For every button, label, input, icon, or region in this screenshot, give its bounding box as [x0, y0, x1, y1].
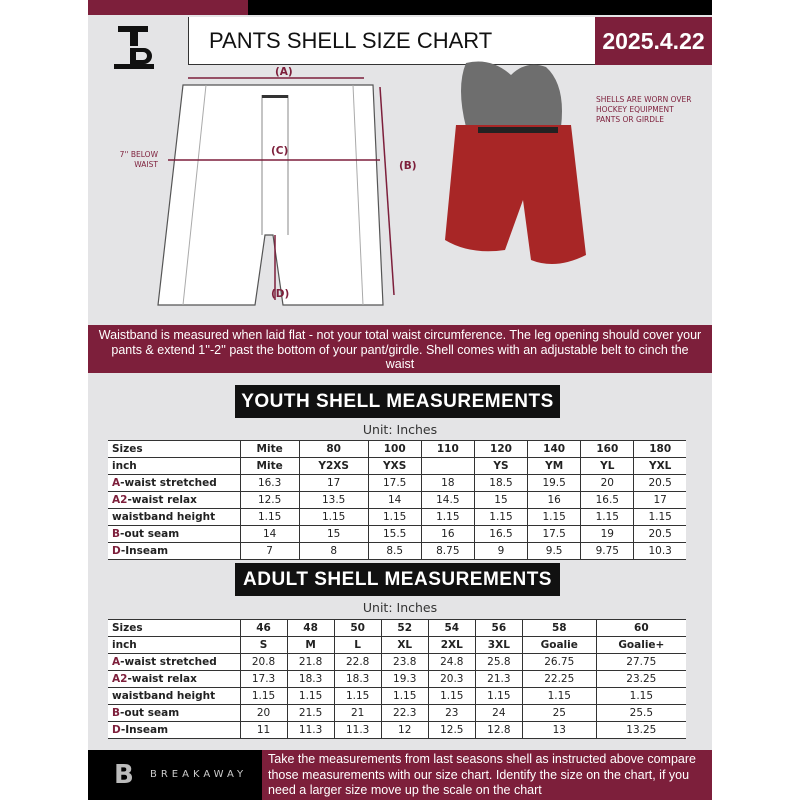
table-cell: 21.3: [475, 671, 522, 688]
table-cell: Goalie: [522, 637, 596, 654]
adult-size-table: [108, 619, 686, 739]
row-label: [108, 492, 240, 509]
table-cell: 25: [522, 705, 596, 722]
table-cell: 8.75: [421, 543, 474, 560]
table-cell: 16: [528, 492, 581, 509]
table-cell: 1.15: [421, 509, 474, 526]
table-cell: 20.8: [240, 654, 287, 671]
table-cell: 140: [528, 441, 581, 458]
measure-key: A: [112, 656, 121, 668]
row-label: [108, 509, 240, 526]
measure-label: -waist stretched: [120, 477, 217, 489]
size-chart-page: [88, 0, 712, 800]
table-cell: 180: [634, 441, 686, 458]
row-label: [108, 543, 240, 560]
row-label: [108, 688, 240, 705]
table-cell: 18: [421, 475, 474, 492]
row-label: [108, 722, 240, 739]
measure-label: inch: [112, 639, 137, 651]
table-cell: 54: [428, 620, 475, 637]
table-cell: 1.15: [287, 688, 334, 705]
table-cell: 1.15: [581, 509, 634, 526]
table-cell: 110: [421, 441, 474, 458]
footer-instructions: Take the measurements from last seasons shell as instructed above compare those measurements with our size chart. Identify the size on the chart, if you need a larger size move up the scale on the chart: [262, 750, 712, 800]
measure-key: A: [112, 477, 121, 489]
table-cell: 15: [299, 526, 368, 543]
table-cell: YL: [581, 458, 634, 475]
table-cell: 1.15: [522, 688, 596, 705]
measure-label: -waist stretched: [120, 656, 217, 668]
table-row: [108, 475, 686, 492]
table-cell: Mite: [240, 458, 299, 475]
table-cell: Y2XS: [299, 458, 368, 475]
table-cell: 46: [240, 620, 287, 637]
table-cell: 18.3: [334, 671, 381, 688]
youth-unit: Unit: Inches: [362, 422, 438, 437]
table-cell: 1.15: [475, 688, 522, 705]
table-cell: L: [334, 637, 381, 654]
top-bar: [248, 0, 712, 15]
table-cell: 13.25: [596, 722, 686, 739]
table-cell: 3XL: [475, 637, 522, 654]
table-cell: 18.5: [474, 475, 527, 492]
table-cell: 52: [381, 620, 428, 637]
top-bar-accent: [88, 0, 248, 15]
measure-label: inch: [112, 460, 137, 472]
table-cell: 1.15: [528, 509, 581, 526]
table-cell: 9: [474, 543, 527, 560]
measure-label: Sizes: [112, 622, 143, 634]
table-cell: 24.8: [428, 654, 475, 671]
table-cell: 48: [287, 620, 334, 637]
measure-key: D: [112, 545, 121, 557]
table-cell: M: [287, 637, 334, 654]
table-cell: 12.5: [428, 722, 475, 739]
table-cell: 12.5: [240, 492, 299, 509]
table-row: [108, 637, 686, 654]
row-label: [108, 654, 240, 671]
table-cell: 20: [240, 705, 287, 722]
table-cell: 23.25: [596, 671, 686, 688]
pants-shell-photo: [438, 55, 588, 295]
table-cell: 12.8: [475, 722, 522, 739]
table-cell: 13.5: [299, 492, 368, 509]
table-cell: 8: [299, 543, 368, 560]
table-cell: 19: [581, 526, 634, 543]
table-cell: 56: [475, 620, 522, 637]
measure-label: waistband height: [112, 511, 216, 523]
row-label: [108, 620, 240, 637]
table-cell: 58: [522, 620, 596, 637]
table-cell: 14.5: [421, 492, 474, 509]
table-cell: YXS: [368, 458, 421, 475]
label-b: (B): [399, 160, 417, 172]
table-cell: 20.3: [428, 671, 475, 688]
measure-label: -out seam: [120, 707, 180, 719]
measure-label: -Inseam: [120, 545, 169, 557]
table-cell: 22.8: [334, 654, 381, 671]
row-label: [108, 458, 240, 475]
table-row: [108, 458, 686, 475]
label-c: (C): [271, 145, 289, 157]
table-cell: 16.3: [240, 475, 299, 492]
table-cell: 100: [368, 441, 421, 458]
table-row: [108, 688, 686, 705]
table-cell: 9.75: [581, 543, 634, 560]
info-banner: Waistband is measured when laid flat - not your total waist circumference. The leg opening should cover your pants & extend 1''-2'' past the bottom of your pant/girdle. Shell comes with an adjustable belt to cinch the waist: [88, 325, 712, 373]
table-cell: [421, 458, 474, 475]
adult-section-title: ADULT SHELL MEASUREMENTS: [235, 563, 560, 596]
table-cell: 10.3: [634, 543, 686, 560]
table-cell: 1.15: [240, 688, 287, 705]
table-row: [108, 654, 686, 671]
table-cell: 24: [475, 705, 522, 722]
table-cell: 50: [334, 620, 381, 637]
table-cell: YM: [528, 458, 581, 475]
row-label: [108, 475, 240, 492]
table-cell: 17.3: [240, 671, 287, 688]
table-cell: 16: [421, 526, 474, 543]
table-cell: 14: [368, 492, 421, 509]
measure-label: Sizes: [112, 443, 143, 455]
table-cell: 22.3: [381, 705, 428, 722]
table-cell: 23.8: [381, 654, 428, 671]
table-cell: 18.3: [287, 671, 334, 688]
table-cell: 120: [474, 441, 527, 458]
date-badge: 2025.4.22: [595, 17, 712, 65]
table-cell: S: [240, 637, 287, 654]
table-cell: 14: [240, 526, 299, 543]
table-row: [108, 671, 686, 688]
table-row: [108, 526, 686, 543]
table-row: [108, 620, 686, 637]
adult-unit: Unit: Inches: [362, 600, 438, 615]
table-cell: Goalie+: [596, 637, 686, 654]
table-cell: 1.15: [240, 509, 299, 526]
table-cell: 1.15: [634, 509, 686, 526]
table-cell: 11.3: [334, 722, 381, 739]
measure-key: D: [112, 724, 121, 736]
table-cell: 19.5: [528, 475, 581, 492]
table-cell: 7: [240, 543, 299, 560]
table-cell: 12: [381, 722, 428, 739]
table-cell: 26.75: [522, 654, 596, 671]
label-a: (A): [275, 66, 293, 78]
table-cell: 11.3: [287, 722, 334, 739]
table-cell: 9.5: [528, 543, 581, 560]
table-cell: 1.15: [474, 509, 527, 526]
table-cell: 20: [581, 475, 634, 492]
table-cell: 23: [428, 705, 475, 722]
table-cell: 11: [240, 722, 287, 739]
table-cell: 19.3: [381, 671, 428, 688]
table-cell: 2XL: [428, 637, 475, 654]
photo-note: SHELLS ARE WORN OVER HOCKEY EQUIPMENT PANTS OR GIRDLE: [596, 95, 692, 124]
row-label: [108, 526, 240, 543]
footer-logo-icon: B: [114, 760, 134, 790]
table-cell: Mite: [240, 441, 299, 458]
measure-key: A2: [112, 494, 128, 506]
table-cell: 20.5: [634, 526, 686, 543]
table-row: [108, 705, 686, 722]
table-cell: 15: [474, 492, 527, 509]
table-cell: 17: [634, 492, 686, 509]
page-title: PANTS SHELL SIZE CHART: [188, 17, 595, 65]
table-cell: YS: [474, 458, 527, 475]
table-cell: 17: [299, 475, 368, 492]
table-row: [108, 722, 686, 739]
table-cell: 21.5: [287, 705, 334, 722]
table-cell: 25.8: [475, 654, 522, 671]
row-label: [108, 705, 240, 722]
table-cell: 1.15: [381, 688, 428, 705]
brand-name: BREAKAWAY: [150, 769, 248, 780]
table-cell: 15.5: [368, 526, 421, 543]
measure-label: -waist relax: [127, 673, 197, 685]
table-cell: 60: [596, 620, 686, 637]
measure-label: -out seam: [120, 528, 180, 540]
table-cell: 16.5: [581, 492, 634, 509]
table-cell: 1.15: [596, 688, 686, 705]
measure-key: A2: [112, 673, 128, 685]
table-cell: XL: [381, 637, 428, 654]
table-cell: 1.15: [334, 688, 381, 705]
measure-key: B: [112, 528, 121, 540]
table-cell: 21: [334, 705, 381, 722]
table-cell: 17.5: [528, 526, 581, 543]
pants-diagram: [148, 65, 428, 310]
label-d: (D): [271, 288, 290, 300]
footer-brand: [88, 750, 262, 800]
table-cell: 25.5: [596, 705, 686, 722]
table-cell: 1.15: [428, 688, 475, 705]
table-cell: 1.15: [299, 509, 368, 526]
row-label: [108, 671, 240, 688]
below-waist-note: 7'' BELOW WAIST: [119, 150, 158, 169]
measure-label: -Inseam: [120, 724, 169, 736]
youth-size-table: [108, 440, 686, 560]
table-cell: 80: [299, 441, 368, 458]
table-row: [108, 543, 686, 560]
table-cell: 13: [522, 722, 596, 739]
table-row: [108, 441, 686, 458]
row-label: [108, 637, 240, 654]
table-cell: 22.25: [522, 671, 596, 688]
measure-label: waistband height: [112, 690, 216, 702]
table-cell: 27.75: [596, 654, 686, 671]
table-cell: 8.5: [368, 543, 421, 560]
table-cell: 17.5: [368, 475, 421, 492]
measure-key: B: [112, 707, 121, 719]
table-row: [108, 509, 686, 526]
table-cell: 160: [581, 441, 634, 458]
table-cell: 1.15: [368, 509, 421, 526]
table-cell: 21.8: [287, 654, 334, 671]
table-cell: YXL: [634, 458, 686, 475]
measure-label: -waist relax: [127, 494, 197, 506]
row-label: [108, 441, 240, 458]
youth-section-title: YOUTH SHELL MEASUREMENTS: [235, 385, 560, 418]
table-cell: 20.5: [634, 475, 686, 492]
table-row: [108, 492, 686, 509]
table-cell: 16.5: [474, 526, 527, 543]
